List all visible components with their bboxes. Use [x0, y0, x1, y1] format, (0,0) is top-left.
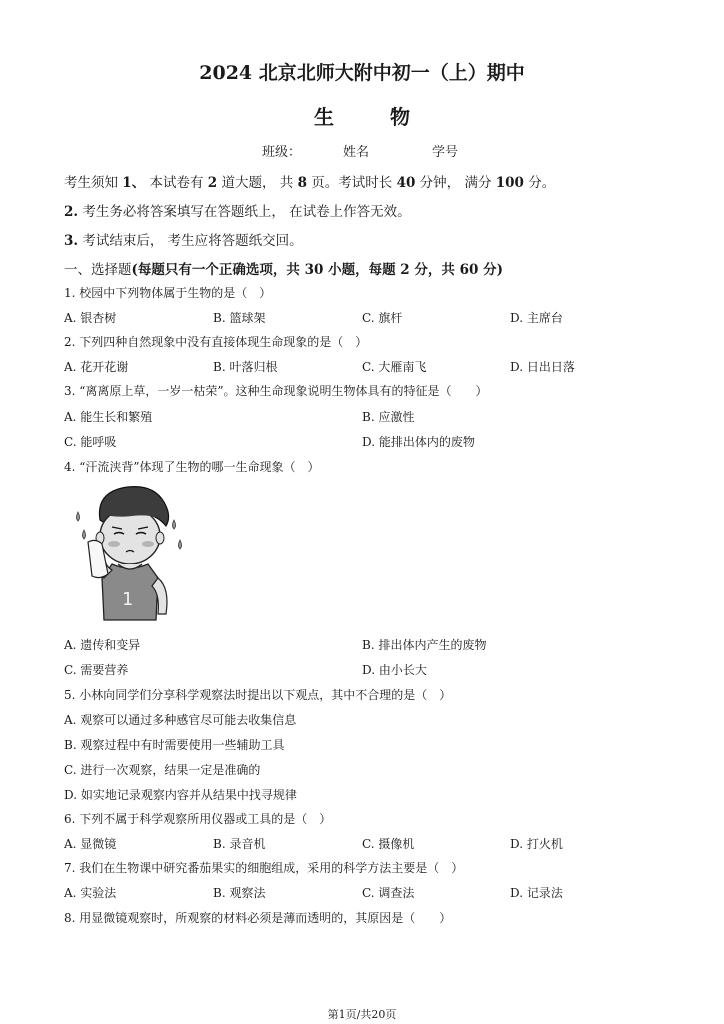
subject-title	[0, 101, 724, 130]
name-label: 姓名	[343, 145, 370, 160]
notice-3: 3. 考试结束后， 考生应将答题纸交回。	[64, 233, 303, 249]
q5-option-a: A. 观察可以通过多种感官尽可能去收集信息	[64, 713, 297, 727]
q7-option-d: D. 记录法	[510, 886, 563, 900]
section-heading: 一、选择题(每题只有一个正确选项，共 30 小题，每题 2 分，共 60 分)	[64, 262, 503, 278]
q6-option-d: D. 打火机	[510, 837, 563, 851]
q2-option-b: B. 叶落归根	[213, 360, 278, 374]
q3-option-c: C. 能呼吸	[64, 435, 117, 449]
q2-option-a: A. 花开花谢	[64, 360, 129, 374]
q7-option-a: A. 实验法	[64, 886, 117, 900]
jersey-number: 1	[122, 589, 134, 610]
q6-option-b: B. 录音机	[213, 837, 266, 851]
q5-option-c: C. 进行一次观察，结果一定是准确的	[64, 763, 261, 777]
q7-option-b: B. 观察法	[213, 886, 266, 900]
question-1-stem: 1. 校园中下列物体属于生物的是（ ）	[64, 286, 272, 300]
q4-option-c: C. 需要营养	[64, 663, 129, 677]
notice-1: 考生须知 1、 本试卷有 2 道大题， 共 8 页。考试时长 40 分钟， 满分 100 分。	[64, 175, 556, 191]
question-4-stem: 4. “汗流浃背”体现了生物的哪一生命现象（ ）	[64, 460, 320, 474]
q3-option-a: A. 能生长和繁殖	[64, 410, 153, 424]
question-8-stem: 8. 用显微镜观察时，所观察的材料必须是薄而透明的，其原因是（ ）	[64, 911, 452, 925]
class-label: 班级：	[262, 145, 302, 160]
q2-option-c: C. 大雁南飞	[362, 360, 427, 374]
question-3-stem: 3. “离离原上草，一岁一枯荣”。这种生命现象说明生物体具有的特征是（ ）	[64, 384, 488, 398]
q2-option-d: D. 日出日落	[510, 360, 575, 374]
q4-option-d: D. 由小长大	[362, 663, 427, 677]
question-7-stem: 7. 我们在生物课中研究番茄果实的细胞组成，采用的科学方法主要是（ ）	[64, 861, 464, 875]
notice-2: 2. 考生务必将答案填写在答题纸上， 在试卷上作答无效。	[64, 204, 411, 220]
q3-option-d: D. 能排出体内的废物	[362, 435, 475, 449]
q6-option-c: C. 摄像机	[362, 837, 415, 851]
q4-option-a: A. 遗传和变异	[64, 638, 141, 652]
q7-option-c: C. 调查法	[362, 886, 415, 900]
q5-option-b: B. 观察过程中有时需要使用一些辅助工具	[64, 738, 285, 752]
q1-option-b: B. 篮球架	[213, 311, 266, 325]
q5-option-d: D. 如实地记录观察内容并从结果中找寻规律	[64, 788, 297, 802]
question-6-stem: 6. 下列不属于科学观察所用仪器或工具的是（ ）	[64, 812, 332, 826]
sweating-boy-illustration	[70, 480, 188, 625]
q4-option-b: B. 排出体内产生的废物	[362, 638, 487, 652]
q1-option-d: D. 主席台	[510, 311, 563, 325]
q3-option-b: B. 应激性	[362, 410, 415, 424]
q1-option-a: A. 银杏树	[64, 311, 117, 325]
q1-option-c: C. 旗杆	[362, 311, 403, 325]
question-2-stem: 2. 下列四种自然现象中没有直接体现生命现象的是（ ）	[64, 335, 368, 349]
subject-char-1: 生	[314, 105, 334, 129]
page-footer: 第1页/共20页	[327, 1008, 397, 1021]
subject-char-2: 物	[390, 105, 410, 129]
question-5-stem: 5. 小林向同学们分享科学观察法时提出以下观点，其中不合理的是（ ）	[64, 688, 452, 702]
student-id-label: 学号	[432, 145, 459, 160]
exam-title: 2024 北京北师大附中初一（上）期中	[199, 62, 525, 84]
q6-option-a: A. 显微镜	[64, 837, 117, 851]
